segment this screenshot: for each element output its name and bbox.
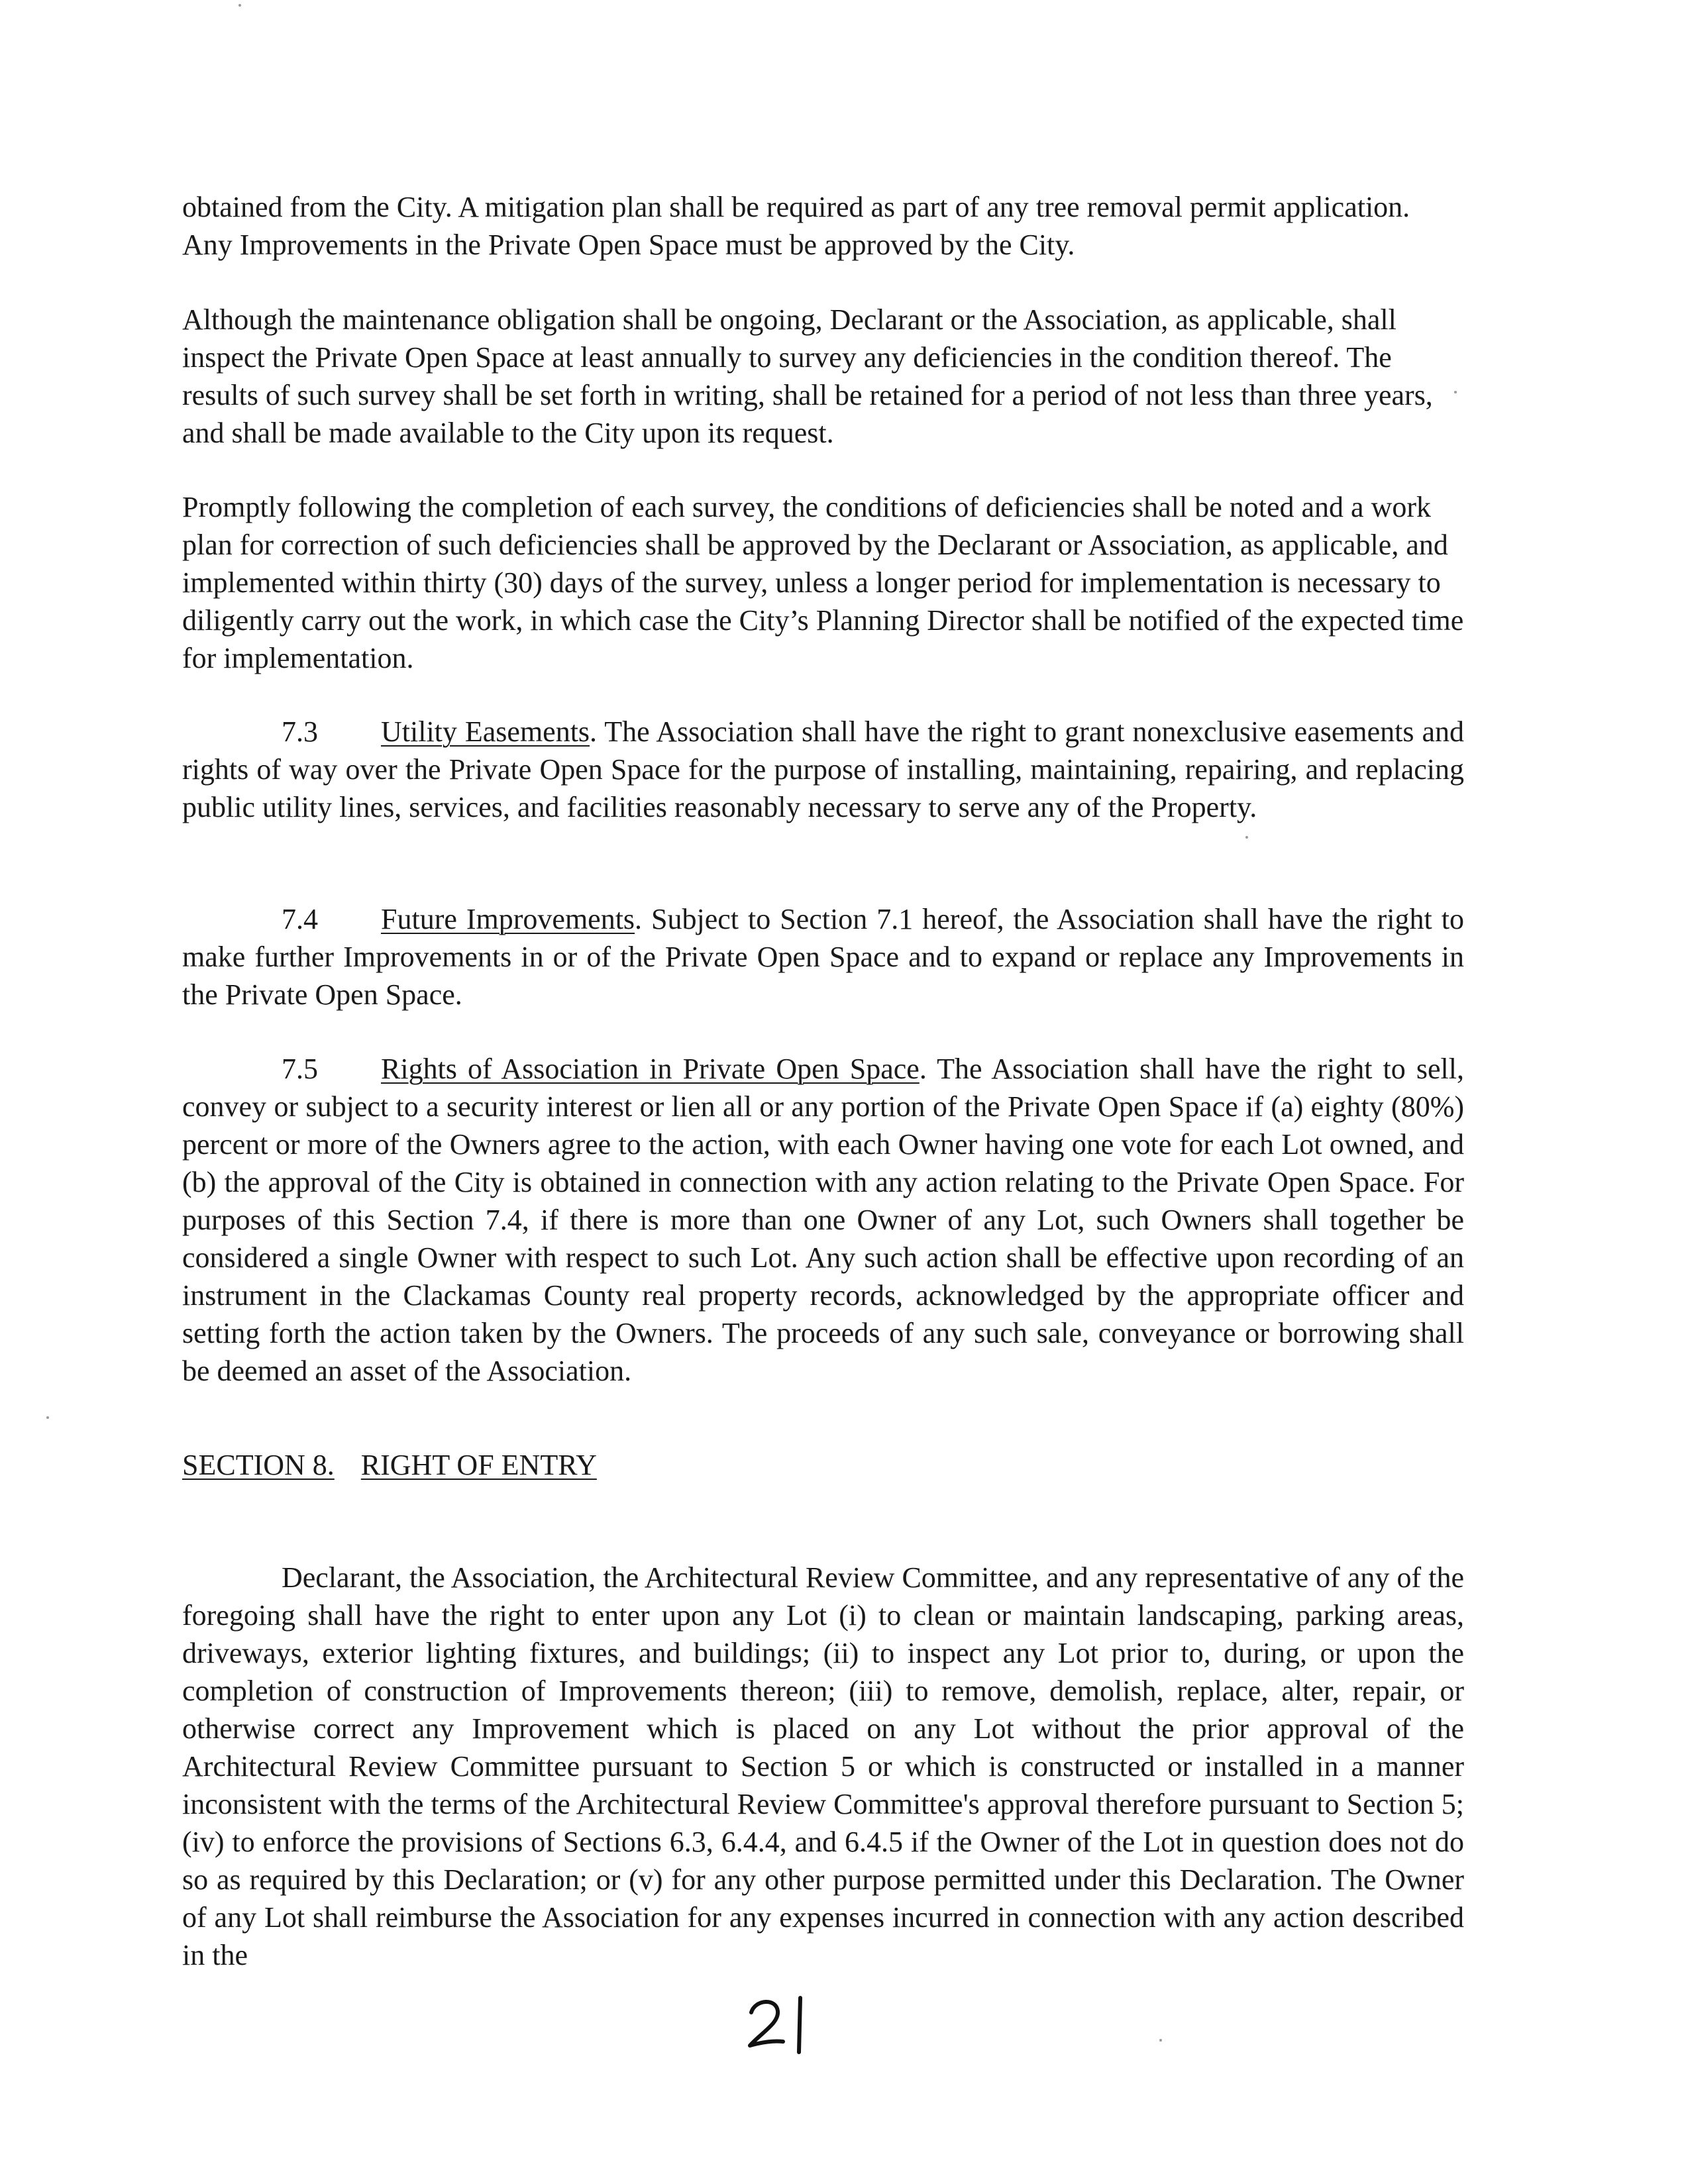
section-7-4-body: . Subject to Section 7.1 hereof, the Association shall have the right to make further Improvements in or of the Private Open Space and to expand or replace any Improvements in the Private Open Space.: [182, 903, 1464, 1011]
paragraph-work-plan: Promptly following the completion of each survey, the conditions of deficiencies shall be noted and a work plan for correction of such deficiencies shall be approved by the Declarant or Association, as applicable, and implemented within thirty (30) days of the survey, unless a longer period for implementation is necessary to diligently carry out the work, in which case the City’s Planning Director shall be notified of the expected time for implementation.: [182, 491, 1464, 674]
paragraph-tree-removal: obtained from the City. A mitigation plan shall be required as part of any tree removal permit application. Any Improvements in the Private Open Space must be approved by the City.: [182, 191, 1410, 261]
scan-speck: [1245, 836, 1248, 839]
page-number: [742, 1993, 821, 2055]
section-7-5-title: Rights of Association in Private Open Space: [381, 1053, 920, 1085]
section-7-5-body: . The Association shall have the right to sell, convey or subject to a security interest or lien all or any portion of the Private Open Space if (a) eighty (80%) percent or more of the Owners agree to the action, with each Owner having one vote for each Lot owned, and (b) the approval of the City is obtained in connection with any action relating to the Private Open Space. For purposes of this Section 7.4, if there is more than one Owner of any Lot, such Owners shall together be considered a single Owner with respect to such Lot. Any such action shall be effective upon recording of an instrument in the Clackamas County real property records, acknowledged by the appropriate officer and setting forth the action taken by the Owners. The proceeds of any such sale, conveyance or borrowing shall be deemed an asset of the Association.: [182, 1053, 1465, 1387]
section-8-label: SECTION 8.: [182, 1449, 335, 1481]
section-7-3: [182, 713, 1464, 826]
section-7-5-number: 7.5: [282, 1053, 318, 1085]
scan-speck: [1454, 391, 1457, 393]
paragraph-annual-inspection: Although the maintenance obligation shall be ongoing, Declarant or the Association, as applicable, shall inspect the Private Open Space at least annually to survey any deficiencies in the condition thereof. The results of such survey shall be set forth in writing, shall be retained for a period of not less than three years, and shall be made available to the City upon its request.: [182, 303, 1433, 449]
section-7-5: [182, 1050, 1464, 1390]
section-8-heading: [182, 1446, 597, 1484]
section-8-title: RIGHT OF ENTRY: [360, 1449, 597, 1481]
scan-speck: [238, 4, 241, 7]
section-7-3-body: . The Association shall have the right to grant nonexclusive easements and rights of way over the Private Open Space for the purpose of installing, maintaining, repairing, and replacing public utility lines, services, and facilities reasonably necessary to serve any of the Property.: [182, 715, 1464, 823]
section-8-body: Declarant, the Association, the Architectural Review Committee, and any representative of any of the foregoing shall have the right to enter upon any Lot (i) to clean or maintain landscaping, parking areas, driveways, exterior lighting fixtures, and buildings; (ii) to inspect any Lot prior to, during, or upon the completion of construction of Improvements thereon; (iii) to remove, demolish, replace, alter, repair, or otherwise correct any Improvement which is placed on any Lot without the prior approval of the Architectural Review Committee pursuant to Section 5 or which is constructed or installed in a manner inconsistent with the terms of the Architectural Review Committee's approval therefore pursuant to Section 5; (iv) to enforce the provisions of Sections 6.3, 6.4.4, and 6.4.5 if the Owner of the Lot in question does not do so as required by this Declaration; or (v) for any other purpose permitted under this Declaration. The Owner of any Lot shall reimburse the Association for any expenses incurred in connection with any action described in the: [182, 1561, 1464, 1971]
page-number-text: [742, 2055, 743, 2056]
section-7-4-number: 7.4: [282, 903, 318, 935]
scan-speck: [1159, 2039, 1162, 2042]
handwritten-page-number-icon: [742, 1993, 821, 2055]
scan-speck: [46, 1416, 49, 1419]
section-7-3-number: 7.3: [282, 715, 318, 748]
section-7-3-title: Utility Easements: [381, 715, 590, 748]
section-7-4: [182, 900, 1464, 1014]
section-7-4-title: Future Improvements: [381, 903, 635, 935]
